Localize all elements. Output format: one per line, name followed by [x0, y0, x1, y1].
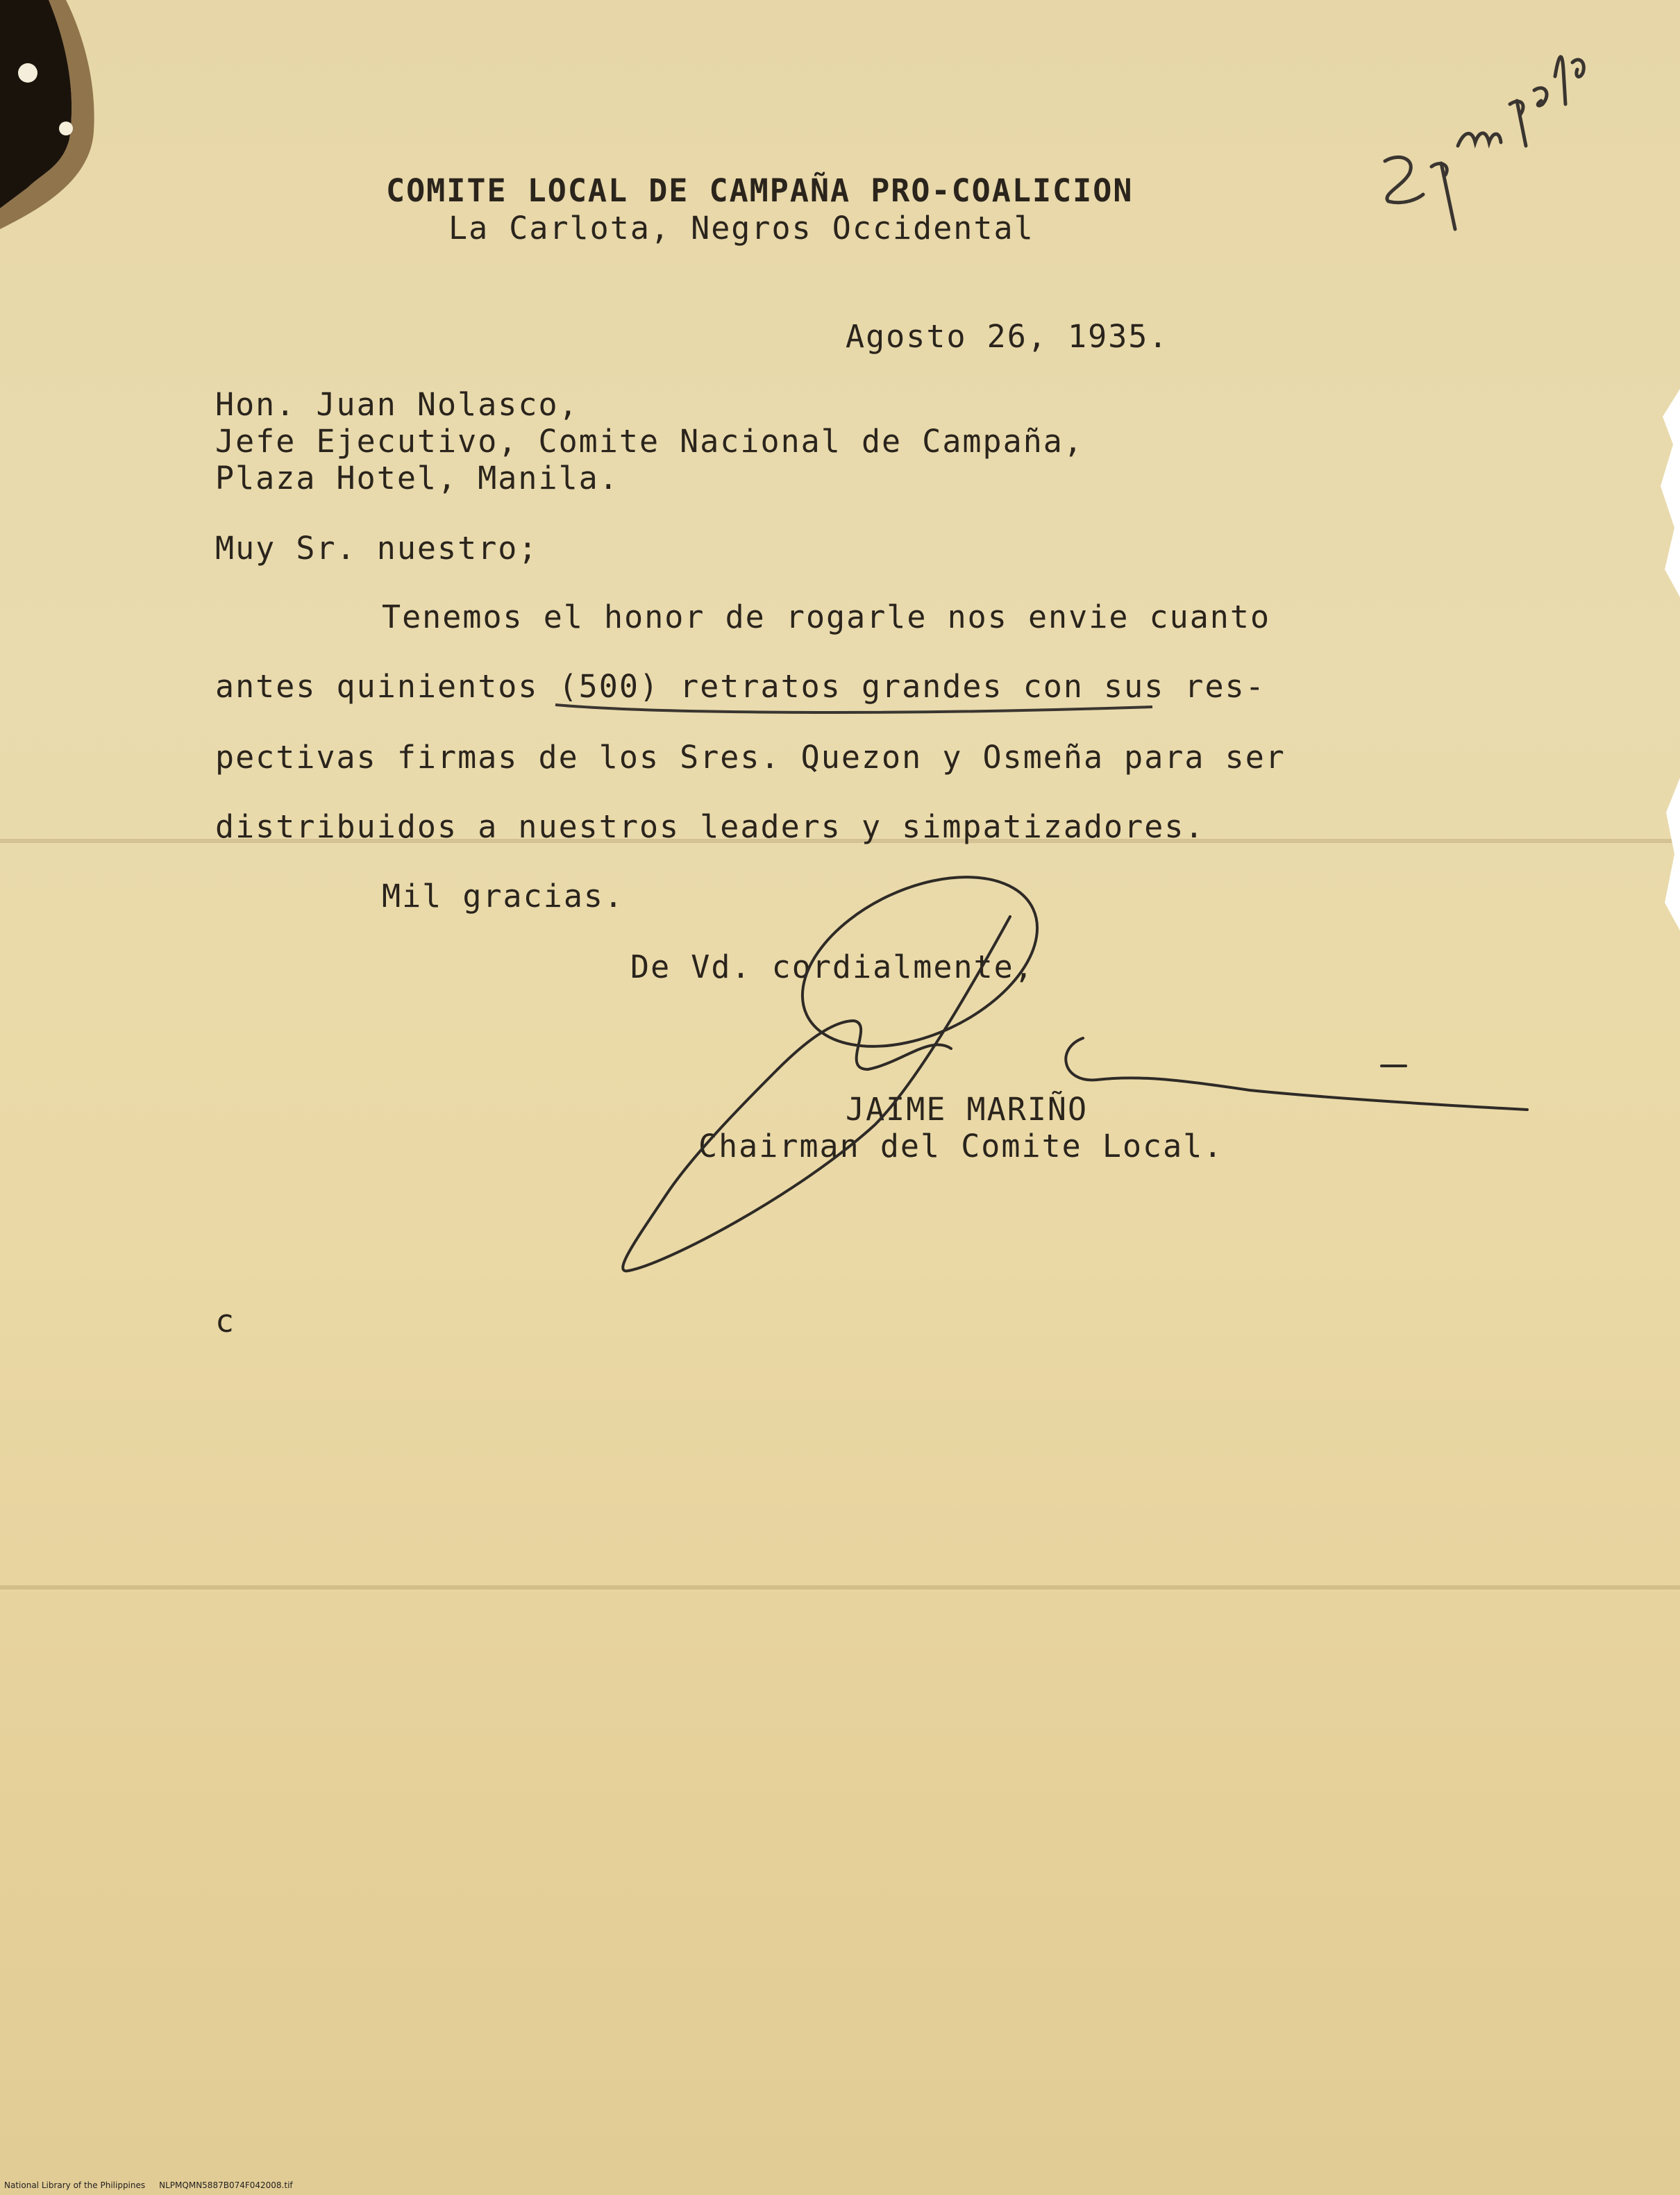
- body-line: Tenemos el honor de rogarle nos envie cuanto: [382, 599, 1271, 635]
- closing: De Vd. cordialmente,: [630, 949, 1034, 985]
- letter-date: Agosto 26, 1935.: [846, 318, 1169, 355]
- file-id: NLPMQMN5887B074F042008.tif: [159, 2180, 293, 2190]
- body-line: Mil gracias.: [382, 878, 625, 915]
- signatory-name: JAIME MARIÑO: [846, 1091, 1089, 1128]
- archive-footer: [4, 2180, 307, 2190]
- recipient-line: Jefe Ejecutivo, Comite Nacional de Campaña,: [215, 423, 1084, 460]
- salutation: Muy Sr. nuestro;: [215, 530, 539, 567]
- signature: [623, 843, 1527, 1271]
- pencil-underline: [555, 705, 1152, 712]
- body-line: antes quinientos (500) retratos grandes con sus res-: [215, 668, 1266, 705]
- letterhead-location: La Carlota, Negros Occidental: [448, 210, 1034, 247]
- fold-line: [0, 1585, 1680, 1589]
- reference-mark: c: [215, 1303, 236, 1339]
- handwritten-note: [1385, 57, 1584, 229]
- body-line: pectivas firmas de los Sres. Quezon y Osmeña para ser: [215, 739, 1286, 776]
- body-line: distribuidos a nuestros leaders y simpatizadores.: [215, 808, 1205, 845]
- recipient-line: Plaza Hotel, Manila.: [215, 460, 619, 496]
- recipient-line: Hon. Juan Nolasco,: [215, 386, 579, 423]
- letterhead-title: COMITE LOCAL DE CAMPAÑA PRO-COALICION: [386, 172, 1134, 209]
- signatory-title: Chairman del Comite Local.: [698, 1128, 1224, 1165]
- library-credit: National Library of the Philippines: [4, 2180, 146, 2190]
